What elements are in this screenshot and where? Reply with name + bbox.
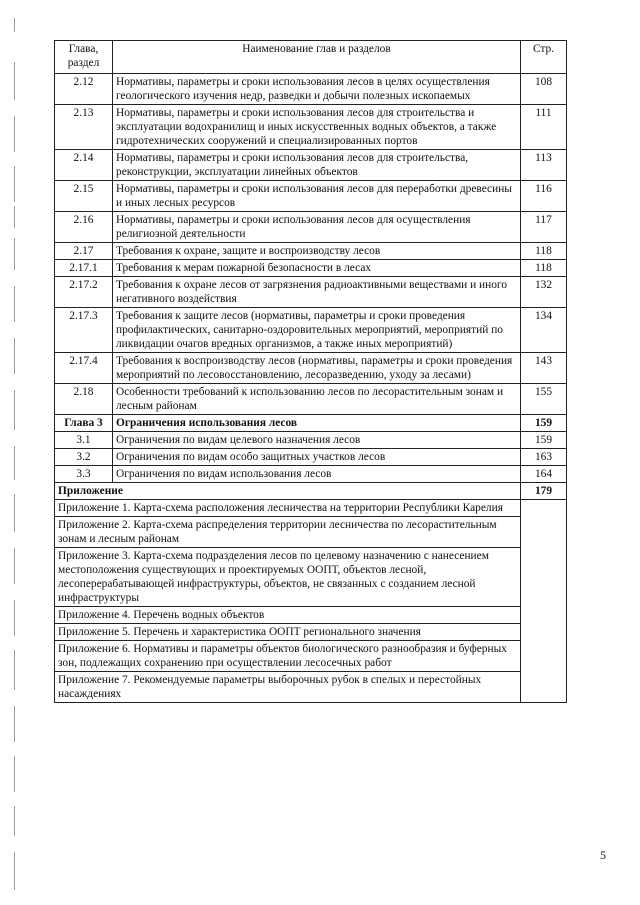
table-row: [55, 181, 567, 212]
appendix-header-row: [55, 483, 567, 500]
section-title: Требования к охране, защите и воспроизводству лесов: [113, 243, 521, 260]
section-number: 2.17.3: [55, 308, 113, 353]
table-row: [55, 449, 567, 466]
appendix-item: Приложение 5. Перечень и характеристика ООПТ регионального значения: [55, 624, 521, 641]
section-title: Требования к воспроизводству лесов (нормативы, параметры и сроки проведения мероприятий по лесовосстановлению, лесоразведению, уходу за лесами): [113, 353, 521, 384]
appendix-item: Приложение 6. Нормативы и параметры объектов биологического разнообразия и буферных зон, подлежащих сохранению при осуществлении лесосечных работ: [55, 641, 521, 672]
table-row: [55, 308, 567, 353]
section-page: 163: [521, 449, 567, 466]
section-page: 159: [521, 415, 567, 432]
appendix-page-empty: [521, 500, 567, 703]
section-number: 2.14: [55, 150, 113, 181]
section-title: Ограничения по видам особо защитных участков лесов: [113, 449, 521, 466]
section-page: 117: [521, 212, 567, 243]
table-row: [55, 353, 567, 384]
section-title: Нормативы, параметры и сроки использования лесов для строительства и эксплуатации водохранилищ и иных искусственных водных объектов, а также гидротехнических сооружений и специализированных портов: [113, 105, 521, 150]
section-title: Ограничения по видам целевого назначения лесов: [113, 432, 521, 449]
header-title: Наименование глав и разделов: [113, 41, 521, 74]
table-row: [55, 212, 567, 243]
appendix-row: [55, 517, 567, 548]
binding-marks: [10, 0, 24, 905]
section-number: Глава 3: [55, 415, 113, 432]
appendix-row: [55, 624, 567, 641]
appendix-page: 179: [521, 483, 567, 500]
appendix-item: Приложение 1. Карта-схема расположения лесничества на территории Республики Карелия: [55, 500, 521, 517]
table-row: [55, 74, 567, 105]
section-title: Ограничения по видам использования лесов: [113, 466, 521, 483]
table-row: [55, 105, 567, 150]
section-number: 3.1: [55, 432, 113, 449]
section-number: 2.17.2: [55, 277, 113, 308]
section-page: 134: [521, 308, 567, 353]
table-row: [55, 277, 567, 308]
section-title: Требования к мерам пожарной безопасности в лесах: [113, 260, 521, 277]
table-row: [55, 384, 567, 415]
header-section-label: раздел: [67, 57, 100, 69]
appendix-title: Приложение: [55, 483, 521, 500]
appendix-row: [55, 672, 567, 703]
section-page: 132: [521, 277, 567, 308]
appendix-row: [55, 500, 567, 517]
table-row: [55, 260, 567, 277]
appendix-row: [55, 641, 567, 672]
section-title: Требования к охране лесов от загрязнения радиоактивными веществами и иного негативного воздействия: [113, 277, 521, 308]
section-number: 2.12: [55, 74, 113, 105]
section-title: Нормативы, параметры и сроки использования лесов для переработки древесины и иных лесных ресурсов: [113, 181, 521, 212]
section-page: 164: [521, 466, 567, 483]
header-page: Стр.: [521, 41, 567, 74]
section-page: 108: [521, 74, 567, 105]
section-number: 2.16: [55, 212, 113, 243]
section-page: 111: [521, 105, 567, 150]
appendix-item: Приложение 3. Карта-схема подразделения лесов по целевому назначению с нанесением местоположения существующих и проектируемых ООПТ, объектов лесной, лесоперерабатывающей инфраструктуры, объектов, не связанных с созданием лесной инфраструктуры: [55, 548, 521, 607]
section-page: 118: [521, 260, 567, 277]
section-page: 118: [521, 243, 567, 260]
table-row: [55, 415, 567, 432]
section-title: Ограничения использования лесов: [113, 415, 521, 432]
section-page: 159: [521, 432, 567, 449]
section-title: Особенности требований к использованию лесов по лесорастительным зонам и лесным районам: [113, 384, 521, 415]
section-page: 155: [521, 384, 567, 415]
section-page: 143: [521, 353, 567, 384]
section-title: Нормативы, параметры и сроки использования лесов в целях осуществления геологического изучения недр, разведки и добычи полезных ископаемых: [113, 74, 521, 105]
header-chapter-section: [55, 41, 113, 74]
section-number: 2.15: [55, 181, 113, 212]
section-number: 2.17.4: [55, 353, 113, 384]
section-number: 2.13: [55, 105, 113, 150]
table-row: [55, 432, 567, 449]
section-number: 2.18: [55, 384, 113, 415]
table-row: [55, 466, 567, 483]
page-number: 5: [600, 848, 606, 862]
section-number: 2.17.1: [55, 260, 113, 277]
section-title: Нормативы, параметры и сроки использования лесов для строительства, реконструкции, эксплуатации линейных объектов: [113, 150, 521, 181]
contents-table: [54, 40, 567, 703]
appendix-item: Приложение 4. Перечень водных объектов: [55, 607, 521, 624]
appendix-row: [55, 607, 567, 624]
table-header-row: [55, 41, 567, 74]
table-row: [55, 243, 567, 260]
section-number: 3.2: [55, 449, 113, 466]
header-chapter-label: Глава,: [68, 43, 99, 55]
section-number: 2.17: [55, 243, 113, 260]
section-page: 113: [521, 150, 567, 181]
appendix-item: Приложение 7. Рекомендуемые параметры выборочных рубок в спелых и перестойных насаждениях: [55, 672, 521, 703]
table-row: [55, 150, 567, 181]
appendix-item: Приложение 2. Карта-схема распределения территории лесничества по лесорастительным зонам и лесным районам: [55, 517, 521, 548]
section-title: Требования к защите лесов (нормативы, параметры и сроки проведения профилактических, санитарно-оздоровительных мероприятий, мероприятий по ликвидации очагов вредных организмов, а также иных мероприятий): [113, 308, 521, 353]
section-page: 116: [521, 181, 567, 212]
appendix-row: [55, 548, 567, 607]
section-title: Нормативы, параметры и сроки использования лесов для осуществления религиозной деятельности: [113, 212, 521, 243]
section-number: 3.3: [55, 466, 113, 483]
